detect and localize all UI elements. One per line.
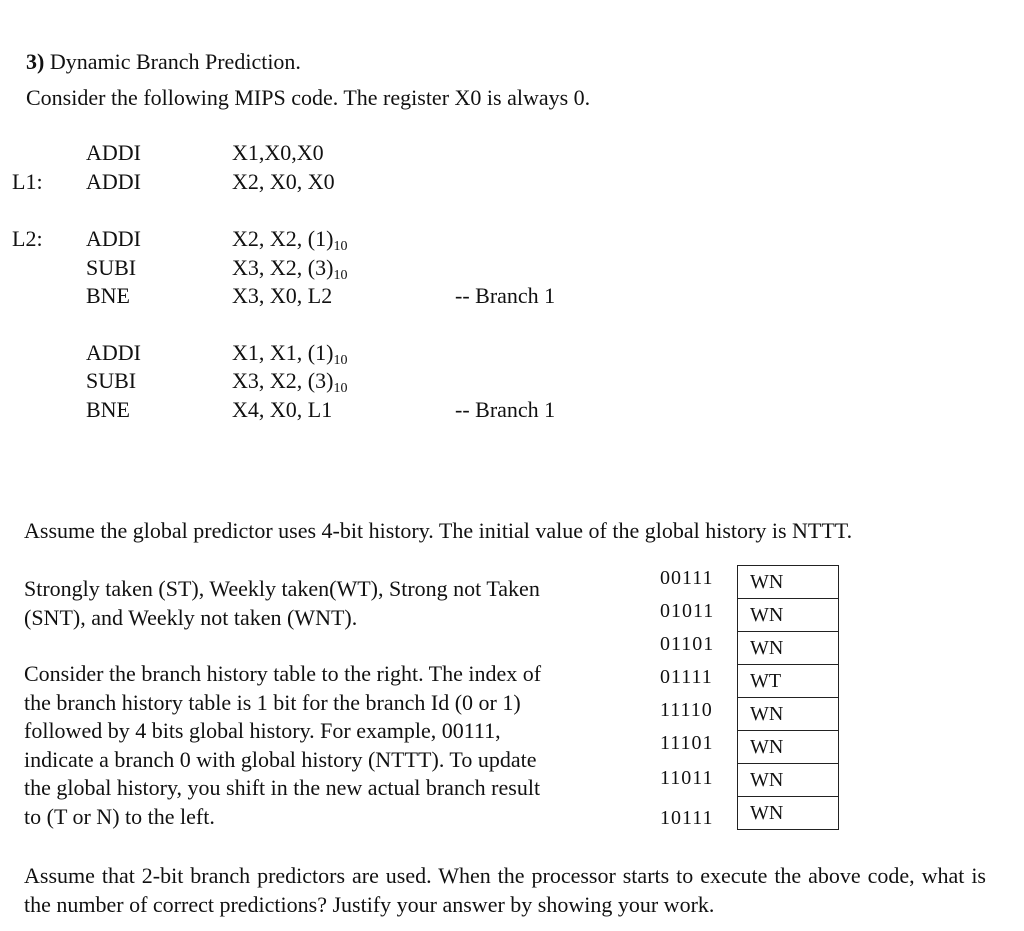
code-op: SUBI [86,368,137,393]
bht-line: to (T or N) to the left. [24,803,215,829]
intro-text: Consider the following MIPS code. The register X0 is always 0. [26,85,591,110]
bht-index: 10111 [660,807,714,829]
table-row [738,566,839,599]
bht-line: Consider the branch history table to the right. The index of [24,661,542,686]
states-paragraph [24,575,540,632]
code-label: L1: [12,169,43,194]
code-args: X3, X0, L2 [232,283,333,308]
bht-state: WN [738,632,839,665]
table-row [738,731,839,764]
bht-line: the global history, you shift in the new actual branch result [24,775,541,800]
bht-index: 11101 [660,732,714,754]
code-comment: -- Branch 1 [455,397,556,422]
bht-index: 00111 [660,567,714,589]
code-args: X1,X0,X0 [232,140,324,165]
bht-state: WN [738,599,839,632]
bht-line: the branch history table is 1 bit for the branch Id (0 or 1) [24,689,521,715]
table-row [738,632,839,665]
code-args: X3, X2, (3)10 [232,255,348,283]
radix-subscript: 10 [333,268,348,283]
bht-state: WN [738,797,839,830]
table-row [738,698,839,731]
bht-index: 11110 [660,699,713,721]
bht-state: WN [738,731,839,764]
assumption-text: Assume the global predictor uses 4-bit history. The initial value of the global history is NTTT. [24,518,853,543]
bht-index: 11011 [660,767,714,789]
code-comment: -- Branch 1 [455,283,556,308]
code-op: ADDI [86,169,141,194]
code-args: X2, X0, X0 [232,169,335,194]
bht-state: WN [738,764,839,797]
bht-index: 01111 [660,666,713,688]
table-row [738,599,839,632]
bht-state: WN [738,698,839,731]
code-args: X1, X1, (1)10 [232,340,348,368]
radix-subscript: 10 [333,381,348,396]
radix-subscript: 10 [333,239,348,254]
question-text: Assume that 2-bit branch predictors are used. When the processor starts to execute the above code, what is the number of correct predictions? Justify your answer by showing your work. [24,863,986,917]
section-number: 3) [26,49,45,74]
bht-state: WT [738,665,839,698]
bht-state: WN [738,566,839,599]
bht-index: 01101 [660,633,715,655]
bht-line: indicate a branch 0 with global history (NTTT). To update [24,746,537,772]
code-op: ADDI [86,226,141,251]
radix-subscript: 10 [333,353,348,368]
code-args: X3, X2, (3)10 [232,368,348,396]
section-title: Dynamic Branch Prediction. [49,49,301,74]
bht-line: followed by 4 bits global history. For example, 00111, [24,718,501,743]
bht-index: 01011 [660,600,715,622]
code-args: X4, X0, L1 [232,397,333,422]
code-op: BNE [86,283,130,308]
code-label: L2: [12,226,43,251]
code-args: X2, X2, (1)10 [232,226,348,254]
branch-history-table [737,565,839,830]
table-row [738,665,839,698]
code-op: BNE [86,397,130,422]
bht-paragraph [24,660,541,831]
table-row [738,764,839,797]
code-op: SUBI [86,255,137,280]
states-line: (SNT), and Weekly not taken (WNT). [24,604,358,630]
states-line: Strongly taken (ST), Weekly taken(WT), Strong not Taken [24,576,540,601]
code-op: ADDI [86,140,141,165]
code-op: ADDI [86,340,141,365]
section-heading [26,48,301,76]
table-row [738,797,839,830]
